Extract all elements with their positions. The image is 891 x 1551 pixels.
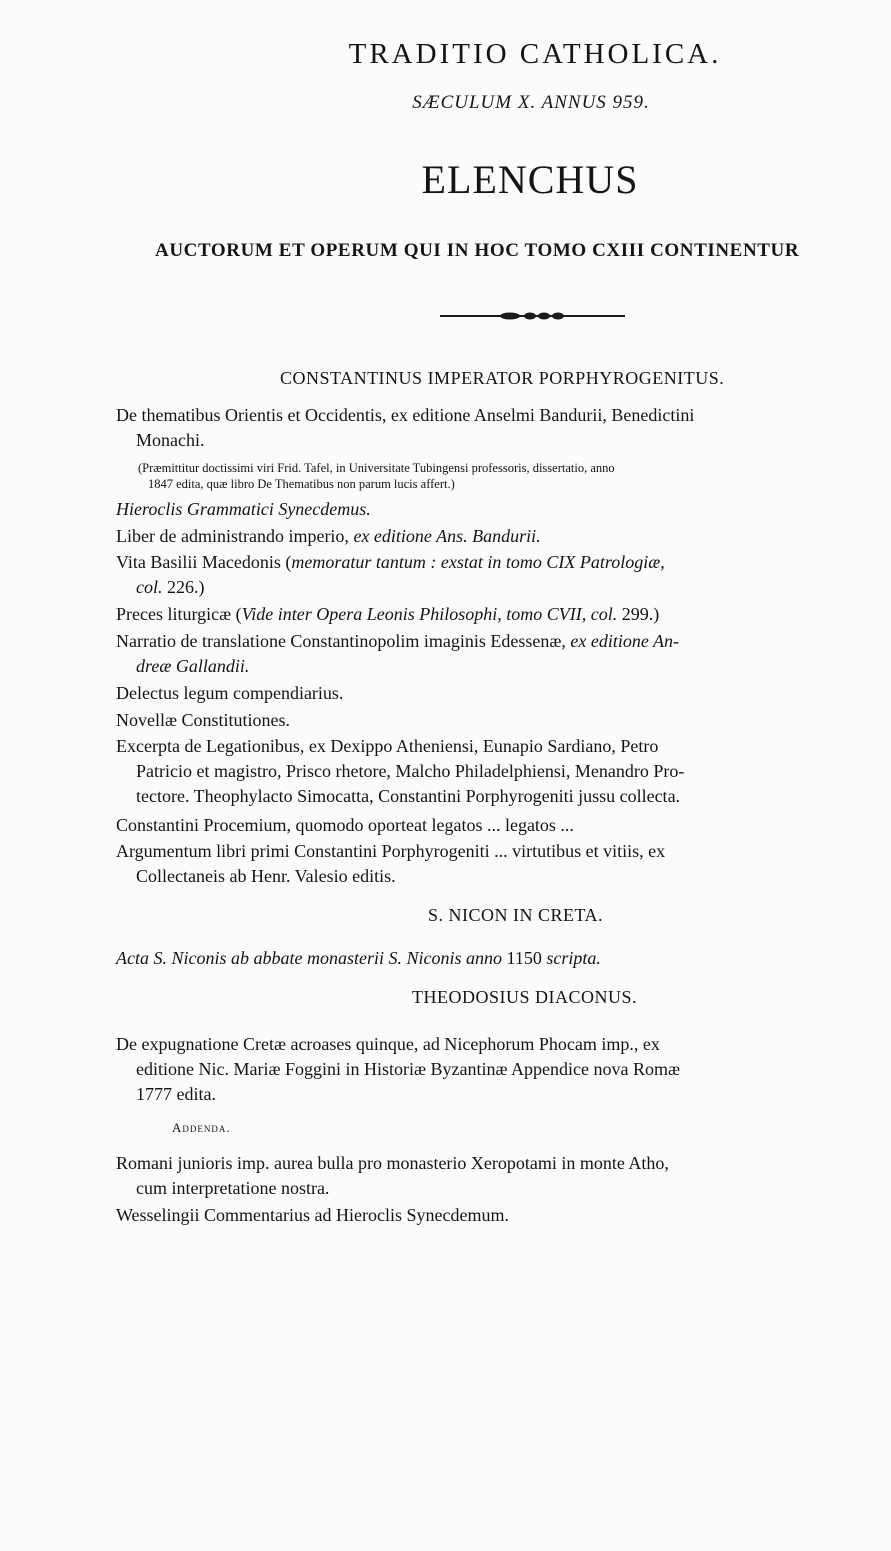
entry-edition: ex editione Ans. Bandurii. — [353, 526, 541, 546]
entry-line: 1777 edita. — [136, 1084, 216, 1104]
note-line: 1847 edita, quæ libro De Thematibus non parum lucis affert.) — [148, 477, 455, 491]
entry-line: tectore. Theophylacto Simocatta, Constantini Porphyrogeniti jussu collecta. — [136, 786, 681, 806]
entry-col-number: 299.) — [617, 604, 660, 624]
entry-acta-niconis — [116, 946, 851, 971]
entry-year: 1150 — [501, 948, 547, 968]
entry-excerpta — [116, 734, 851, 809]
entry-col: col. — [136, 577, 163, 597]
entry-line: Romani junioris imp. aurea bulla pro monasterio Xeropotami in monte Atho, — [116, 1153, 669, 1173]
note-tafel — [138, 460, 853, 492]
entry-line: De expugnatione Cretæ acroases quinque, ad Nicephorum Phocam imp., ex — [116, 1034, 660, 1054]
entry-text: Liber de administrando imperio, — [116, 526, 354, 546]
running-title: TRADITIO CATHOLICA. — [348, 38, 722, 70]
entry-line: Collectaneis ab Henr. Valesio editis. — [136, 866, 396, 886]
section-heading-constantinus: CONSTANTINUS IMPERATOR PORPHYROGENITUS. — [280, 368, 725, 388]
entry-reference: memoratur tantum : exstat in tomo CIX Patrologiæ, — [291, 552, 665, 572]
note-line: (Præmittitur doctissimi viri Frid. Tafel, in Universitate Tubingensi professoris, dissertatio, anno — [138, 461, 615, 475]
entry-vita-basilii — [116, 550, 851, 600]
page-title: ELENCHUS — [421, 157, 639, 202]
entry-procemium: Constantini Procemium, quomodo oporteat legatos ... legatos ... — [116, 815, 574, 835]
entry-wesselingii: Wesselingii Commentarius ad Hieroclis Synecdemum. — [116, 1205, 509, 1225]
entry-argumentum — [116, 839, 851, 889]
entry-line: Monachi. — [136, 430, 205, 450]
entry-de-expugnatione — [116, 1032, 851, 1107]
entry-text: scripta. — [546, 948, 601, 968]
entry-text: Vita Basilii Macedonis ( — [116, 552, 292, 572]
entry-de-administrando — [116, 524, 851, 549]
entry-line: editione Nic. Mariæ Foggini in Historiæ Byzantinæ Appendice nova Romæ — [136, 1059, 680, 1079]
entry-preces-liturgicae — [116, 602, 851, 627]
section-heading-theodosius: THEODOSIUS DIACONUS. — [412, 987, 638, 1007]
entry-line: Patricio et magistro, Prisco rhetore, Malcho Philadelphiensi, Menandro Pro- — [136, 761, 685, 781]
entry-delectus-legum: Delectus legum compendiarius. — [116, 683, 344, 703]
entry-line: cum interpretatione nostra. — [136, 1178, 330, 1198]
entry-reference: Vide inter Opera Leonis Philosophi, tomo CVII, col. — [241, 604, 618, 624]
entry-col-number: 226.) — [162, 577, 205, 597]
entry-text: Preces liturgicæ ( — [116, 604, 242, 624]
section-heading-addenda: Addenda. — [172, 1120, 231, 1135]
entry-line: De thematibus Orientis et Occidentis, ex editione Anselmi Bandurii, Benedictini — [116, 405, 695, 425]
entry-text: Acta S. Niconis ab abbate monasterii S. Niconis anno — [116, 948, 502, 968]
entry-line: Excerpta de Legationibus, ex Dexippo Atheniensi, Eunapio Sardiano, Petro — [116, 736, 659, 756]
entry-narratio — [116, 629, 851, 679]
entry-novellae: Novellæ Constitutiones. — [116, 710, 291, 730]
entry-edition: ex editione An- — [570, 631, 680, 651]
ornament-rule — [440, 310, 630, 322]
entry-line: Argumentum libri primi Constantini Porphyrogeniti ... virtutibus et vitiis, ex — [116, 841, 666, 861]
entry-synecdemus: Hieroclis Grammatici Synecdemus. — [116, 499, 371, 519]
entry-de-thematibus — [116, 403, 851, 453]
entry-edition: dreæ Gallandii. — [136, 656, 250, 676]
section-heading-nicon: S. NICON IN CRETA. — [428, 905, 604, 925]
page-subtitle: AUCTORUM ET OPERUM QUI IN HOC TOMO CXIII CONTINENTUR — [155, 240, 800, 261]
entry-text: Narratio de translatione Constantinopolim imaginis Edessenæ, — [116, 631, 571, 651]
century-line: SÆCULUM X. ANNUS 959. — [412, 92, 650, 113]
entry-romani-bulla — [116, 1151, 851, 1201]
